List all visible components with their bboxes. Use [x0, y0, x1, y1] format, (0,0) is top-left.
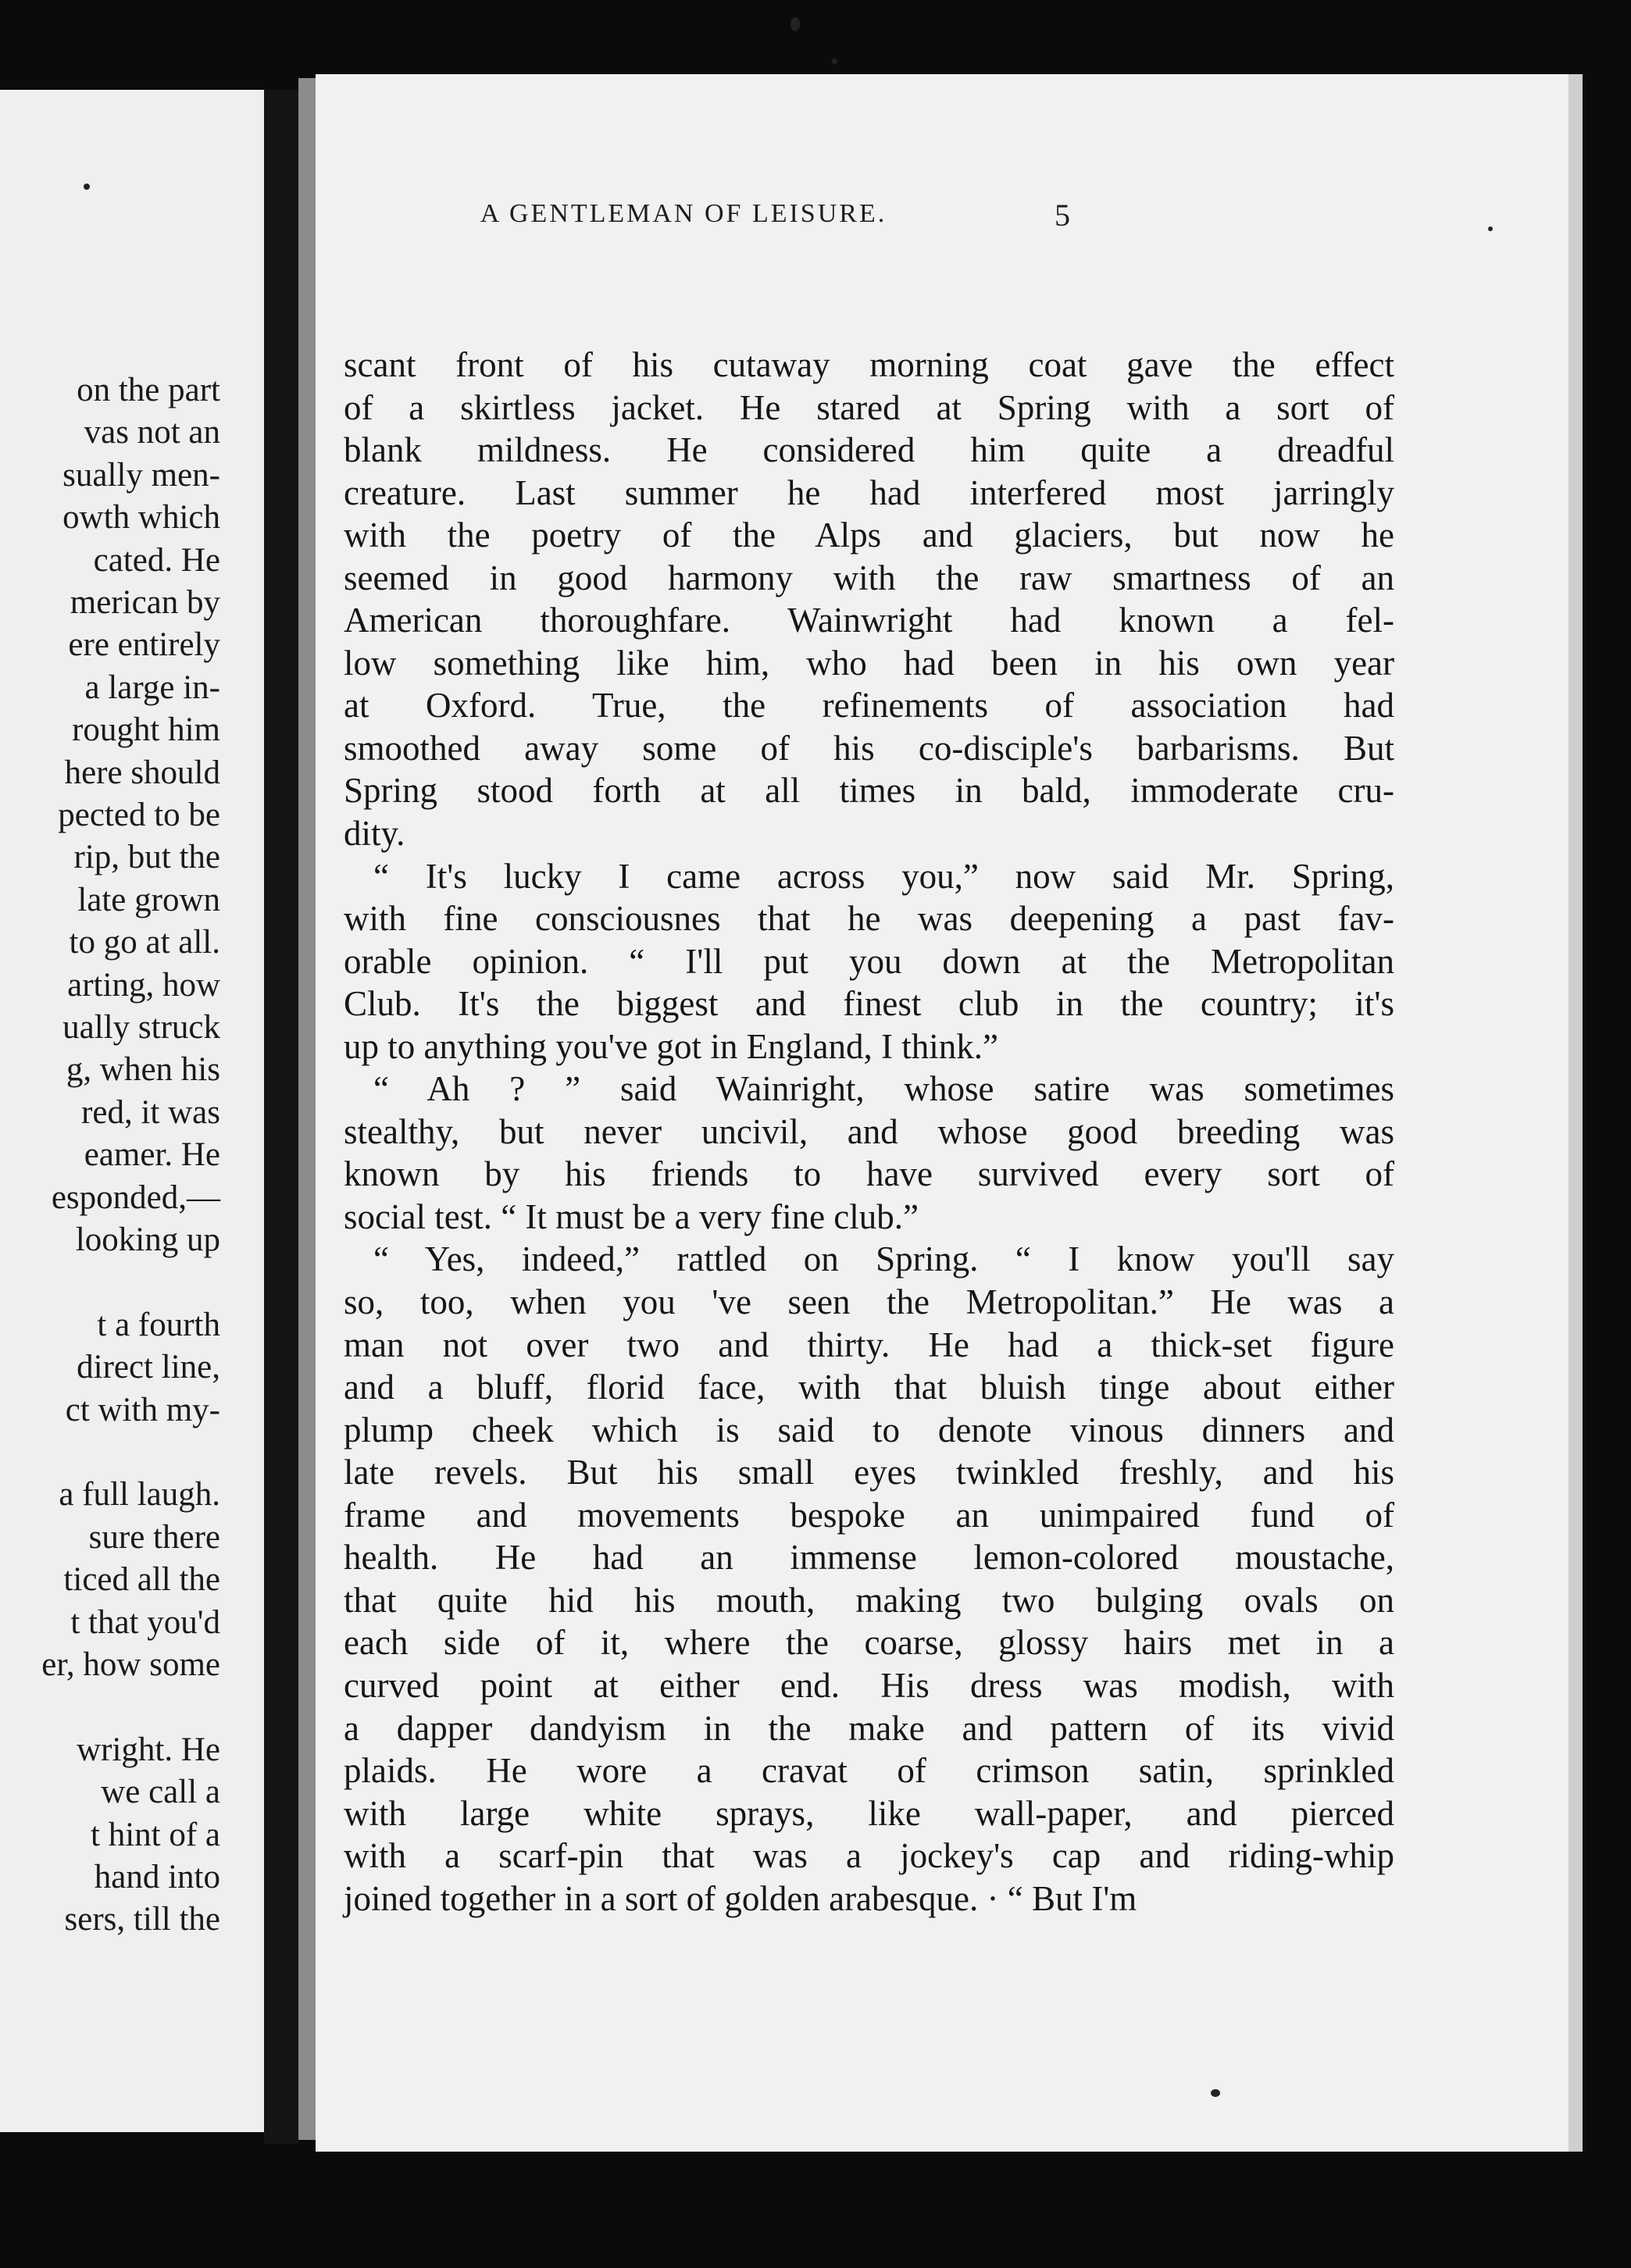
- body-text-line: “ It's lucky I came across you,” now said Mr. Spring,: [373, 856, 1394, 896]
- left-page-line: sually men-: [62, 456, 220, 494]
- left-page-line: esponded,—: [51, 1179, 220, 1216]
- left-page-line: t that you'd: [70, 1603, 220, 1641]
- running-head: A GENTLEMAN OF LEISURE.: [480, 199, 887, 228]
- ink-speck: [1488, 226, 1493, 231]
- body-text-line: known by his friends to have survived every sort of: [344, 1154, 1394, 1194]
- left-page-line: pected to be: [58, 797, 220, 833]
- body-text-line: orable opinion. “ I'll put you down at the Metropolitan: [344, 941, 1394, 981]
- body-text-line: Spring stood forth at all times in bald, immoderate cru-: [344, 771, 1394, 811]
- body-text: [344, 344, 1394, 1920]
- left-page-line: rip, but the: [73, 839, 220, 876]
- body-text-line: late revels. But his small eyes twinkled freshly, and his: [344, 1453, 1394, 1492]
- body-text-line: plump cheek which is said to denote vinous dinners and: [344, 1410, 1394, 1450]
- left-page-line: on the part: [77, 372, 220, 408]
- ink-speck: [84, 184, 90, 190]
- body-text-line: smoothed away some of his co-disciple's barbarisms. But: [344, 728, 1394, 768]
- left-page-line: late grown: [77, 881, 220, 918]
- left-page-line: to go at all.: [69, 924, 220, 961]
- body-text-line: stealthy, but never uncivil, and whose good breeding was: [344, 1111, 1394, 1151]
- page-number: 5: [1055, 198, 1070, 233]
- body-text-line: so, too, when you 've seen the Metropolitan.” He was a: [344, 1282, 1394, 1322]
- body-text-line: blank mildness. He considered him quite a dreadful: [344, 430, 1394, 470]
- left-page-line: owth which: [62, 499, 220, 537]
- left-page-line: cated. He: [93, 541, 220, 579]
- body-text-line: health. He had an immense lemon-colored moustache,: [344, 1538, 1394, 1578]
- left-page-line: sure there: [88, 1518, 220, 1556]
- body-text-line: Club. It's the biggest and finest club in the country; it's: [344, 984, 1394, 1024]
- left-page-line: t hint of a: [91, 1816, 220, 1853]
- left-page-line: wright. He: [77, 1731, 220, 1768]
- body-text-line: scant front of his cutaway morning coat gave the effect: [344, 345, 1394, 384]
- left-page-line: merican by: [70, 584, 220, 621]
- page-edge: [298, 78, 316, 2140]
- left-page-line: ere entirely: [68, 626, 220, 664]
- body-text-line: American thoroughfare. Wainwright had known a fel-: [344, 601, 1394, 640]
- body-text-line: with the poetry of the Alps and glaciers, but now he: [344, 515, 1394, 555]
- left-page-line: rought him: [72, 711, 220, 749]
- body-text-line: social test. “ It must be a very fine club.”: [344, 1196, 919, 1236]
- body-text-line: at Oxford. True, the refinements of association had: [344, 686, 1394, 726]
- body-text-line: with a scarf-pin that was a jockey's cap and riding-whip: [344, 1836, 1394, 1876]
- left-page-line: arting, how: [67, 966, 220, 1004]
- left-page-line: ually struck: [62, 1009, 220, 1046]
- left-page-line: hand into: [94, 1859, 220, 1895]
- body-text-line: man not over two and thirty. He had a thick-set figure: [344, 1325, 1394, 1364]
- left-page-line: here should: [64, 754, 220, 791]
- left-page-line: g, when his: [66, 1051, 220, 1089]
- left-page-line: er, how some: [41, 1646, 220, 1683]
- body-text-line: seemed in good harmony with the raw smartness of an: [344, 558, 1394, 597]
- body-text-line: each side of it, where the coarse, glossy hairs met in a: [344, 1623, 1394, 1663]
- left-page-line: eamer. He: [84, 1136, 220, 1174]
- body-text-line: joined together in a sort of golden arabesque. · “ But I'm: [344, 1878, 1137, 1918]
- body-text-line: “ Ah ? ” said Wainright, whose satire was sometimes: [373, 1069, 1394, 1109]
- left-page-line: vas not an: [84, 414, 220, 451]
- ink-speck: [791, 17, 800, 31]
- ink-speck: [832, 59, 837, 64]
- body-text-line: with large white sprays, like wall-paper, and pierced: [344, 1793, 1394, 1833]
- body-text-line: and a bluff, florid face, with that bluish tinge about either: [344, 1368, 1394, 1407]
- left-page-line: a full laugh.: [59, 1476, 220, 1514]
- left-page-line: direct line,: [77, 1349, 220, 1386]
- left-page-line: red, it was: [81, 1093, 220, 1131]
- book-gutter: [264, 90, 298, 2144]
- body-text-line: that quite hid his mouth, making two bulging ovals on: [344, 1580, 1394, 1620]
- ink-speck: [1211, 2089, 1220, 2097]
- body-text-line: with fine consciousnes that he was deepening a past fav-: [344, 899, 1394, 939]
- body-text-line: up to anything you've got in England, I think.”: [344, 1026, 998, 1066]
- body-text-line: creature. Last summer he had interfered most jarringly: [344, 472, 1394, 512]
- left-page-line: a large in-: [84, 669, 220, 706]
- body-text-line: of a skirtless jacket. He stared at Spring with a sort of: [344, 387, 1394, 427]
- left-page-line: we call a: [101, 1774, 220, 1811]
- body-text-line: a dapper dandyism in the make and pattern of its vivid: [344, 1708, 1394, 1748]
- body-text-line: curved point at either end. His dress was modish, with: [344, 1665, 1394, 1705]
- body-text-line: plaids. He wore a cravat of crimson satin, sprinkled: [344, 1751, 1394, 1791]
- body-text-line: low something like him, who had been in his own year: [344, 643, 1394, 683]
- left-page-line: sers, till the: [64, 1901, 220, 1938]
- left-page-line: t a fourth: [97, 1306, 220, 1343]
- body-text-line: frame and movements bespoke an unimpaired fund of: [344, 1495, 1394, 1535]
- left-page: [0, 90, 264, 2132]
- left-page-line: ticed all the: [63, 1561, 220, 1599]
- left-page-line: looking up: [75, 1221, 220, 1258]
- left-page-line: ct with my-: [65, 1391, 220, 1428]
- body-text-line: dity.: [344, 814, 405, 854]
- body-text-line: “ Yes, indeed,” rattled on Spring. “ I know you'll say: [373, 1239, 1394, 1279]
